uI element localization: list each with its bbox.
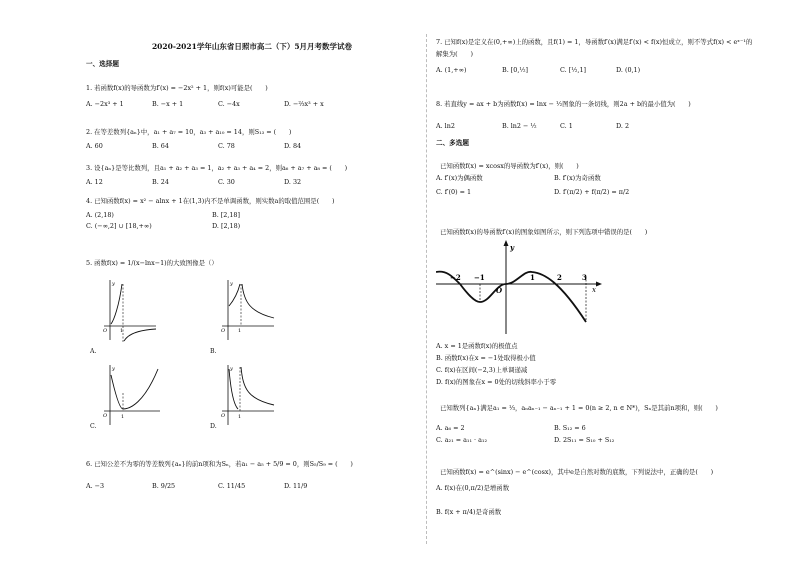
q3-option-b: B. 24	[152, 178, 169, 186]
q9-option-c: C. f′(0) = 1	[436, 188, 472, 196]
q6-option-d: D. 11/9	[284, 482, 308, 490]
q5-graph-c-origin: O	[103, 413, 108, 419]
q6-option-b: B. 9/25	[152, 482, 176, 490]
q1-option-c: C. −4x	[218, 100, 240, 108]
q5-graph-a-one: 1	[120, 328, 124, 334]
q10-graph-tick-3: 3	[582, 273, 587, 282]
column-divider	[426, 34, 427, 544]
q7-stem: 7. 已知f(x)是定义在(0,+∞)上的函数，且f(1) = 1，导函数f′(x)满足f′(x) < f(x)恒成立，则不等式f(x) < eˣ⁻¹的	[436, 38, 753, 46]
q5-graph-d-origin: O	[221, 413, 226, 419]
q10-option-b: B. 函数f(x)在x = −1处取得极小值	[436, 354, 536, 362]
q12-option-a: A. f(x)在(0,π/2)是增函数	[436, 484, 510, 492]
q11-option-d: D. 2S₁₁ = S₁₀ + S₁₂	[554, 436, 615, 444]
q5-graph-a-label: A.	[90, 348, 97, 355]
q5-graph-d-one: 1	[238, 414, 242, 420]
q1-option-b: B. −x + 1	[152, 100, 184, 108]
q10-stem: 已知函数f(x)的导函数f′(x)的图象如图所示，则下列选项中错误的是( )	[440, 228, 648, 236]
q10-graph-tick-minus2: −2	[450, 273, 461, 282]
q10-graph-tick-2: 2	[557, 273, 562, 282]
q11-option-a: A. a₆ = 2	[436, 424, 465, 432]
q5-graph-d	[218, 363, 276, 427]
q5-graph-d-label: D.	[210, 423, 217, 430]
q10-option-d: D. f(x)的图象在x = 0处的切线斜率小于零	[436, 378, 557, 386]
q3-option-a: A. 12	[86, 178, 103, 186]
q8-option-a: A. ln2	[436, 122, 455, 130]
q11-option-c: C. a₂₁ = a₁₁ · a₁₂	[436, 436, 488, 444]
q8-stem: 8. 若直线y = ax + b为函数f(x) = lnx − ½图象的一条切线，则2a + b的最小值为( )	[436, 100, 691, 108]
q3-option-d: D. 32	[284, 178, 302, 186]
q4-option-a: A. (2,18)	[86, 211, 114, 219]
q4-option-d: D. [2,18)	[212, 222, 241, 230]
q5-graph-b-origin: O	[221, 328, 226, 334]
q4-option-b: B. [2,18]	[212, 211, 240, 219]
q5-graph-a-y-label: y	[112, 281, 115, 287]
q5-graph-c-label: C.	[90, 423, 97, 430]
q7-option-b: B. [0,½]	[502, 66, 529, 74]
q3-stem: 3. 设{aₙ}是等比数列，且a₁ + a₂ + a₃ = 1，a₂ + a₃ + a₄ = 2，则a₆ + a₇ + a₈ = ( )	[86, 164, 348, 172]
q5-graph-b-label: B.	[210, 348, 217, 355]
q9-option-d: D. f′(π/2) + f(π/2) = π/2	[554, 188, 630, 196]
q1-option-d: D. −⅔x³ + x	[284, 100, 324, 108]
q10-graph-tick-1: 1	[530, 273, 535, 282]
q10-graph-x-label: x	[592, 286, 596, 294]
q11-stem: 已知数列{aₙ}满足a₁ = ⅓，aₙaₙ₋₁ − aₙ₋₁ + 1 = 0(n ≥ 2, n ∈ N*)，Sₙ是其前n项和，则( )	[440, 404, 718, 412]
q7-stem-cont: 解集为( )	[436, 50, 473, 58]
q10-graph-y-label: y	[510, 243, 515, 252]
q10-option-c: C. f(x)在区间(−2,3)上单调递减	[436, 366, 528, 374]
section-multi-select: 二、多选题	[436, 139, 469, 147]
q2-option-c: C. 78	[218, 142, 235, 150]
q7-option-a: A. (1,+∞)	[436, 66, 467, 74]
q10-option-a: A. x = 1是函数f(x)的极值点	[436, 342, 518, 350]
q8-option-c: C. 1	[560, 122, 573, 130]
q11-option-b: B. S₁₂ = 6	[554, 424, 586, 432]
q1-stem: 1. 若函数f(x)的导函数为f′(x) = −2x² + 1，则f(x)可能是( )	[86, 84, 268, 92]
q12-stem: 已知函数f(x) = e^(sinx) − e^(cosx)，其中e是自然对数的底数，下列说法中，正确的是( )	[440, 468, 714, 476]
q8-option-d: D. 2	[616, 122, 630, 130]
q2-option-d: D. 84	[284, 142, 302, 150]
q4-stem: 4. 已知函数f(x) = x² − alnx + 1在(1,3)内不是单调函数，则实数a的取值范围是( )	[86, 197, 335, 205]
section-multiple-choice: 一、选择题	[86, 60, 119, 68]
q10-graph-tick-minus1: −1	[474, 273, 485, 282]
q6-option-a: A. −3	[86, 482, 105, 490]
q7-option-d: D. (0,1)	[616, 66, 641, 74]
exam-title: 2020-2021学年山东省日照市高二（下）5月月考数学试卷	[151, 42, 353, 51]
q10-graph-origin: O	[496, 286, 503, 295]
q9-stem: 已知函数f(x) = xcosx的导函数为f′(x)，则( )	[440, 162, 579, 170]
q5-graph-c	[100, 363, 162, 427]
q1-option-a: A. −2x³ + 1	[86, 100, 124, 108]
q5-graph-c-one: 1	[121, 414, 125, 420]
q2-option-b: B. 64	[152, 142, 169, 150]
q8-option-b: B. ln2 − ½	[502, 122, 537, 130]
q5-stem: 5. 函数f(x) = 1/(x−lnx−1)的大致图像是（）	[86, 259, 218, 267]
q12-option-b: B. f(x + π/4)是奇函数	[436, 508, 502, 516]
q10-derivative-graph	[436, 240, 606, 336]
q5-graph-d-y-label: y	[230, 366, 233, 372]
q2-option-a: A. 60	[86, 142, 103, 150]
q5-graph-b	[218, 278, 276, 342]
q5-graph-b-y-label: y	[230, 281, 233, 287]
q7-option-c: C. [½,1]	[560, 66, 587, 74]
q5-graph-b-one: 1	[238, 328, 242, 334]
q9-option-a: A. f′(x)为偶函数	[436, 174, 483, 182]
q9-option-b: B. f′(x)为奇函数	[554, 174, 601, 182]
q5-graph-c-y-label: y	[112, 366, 115, 372]
q3-option-c: C. 30	[218, 178, 235, 186]
q6-stem: 6. 已知公差不为零的等差数列{aₙ}的前n项和为Sₙ，若a₁ − a₅ + 5/9 = 0，则S₅/S₉ = ( )	[86, 460, 353, 468]
q4-option-c: C. (−∞,2] ∪ [18,+∞)	[86, 222, 152, 230]
q2-stem: 2. 在等差数列{aₙ}中，a₁ + a₇ = 10，a₃ + a₁₀ = 14，则S₁₃ = ( )	[86, 128, 292, 136]
q5-graph-a	[100, 278, 158, 342]
q6-option-c: C. 11/45	[218, 482, 246, 490]
q5-graph-a-origin: O	[103, 328, 108, 334]
